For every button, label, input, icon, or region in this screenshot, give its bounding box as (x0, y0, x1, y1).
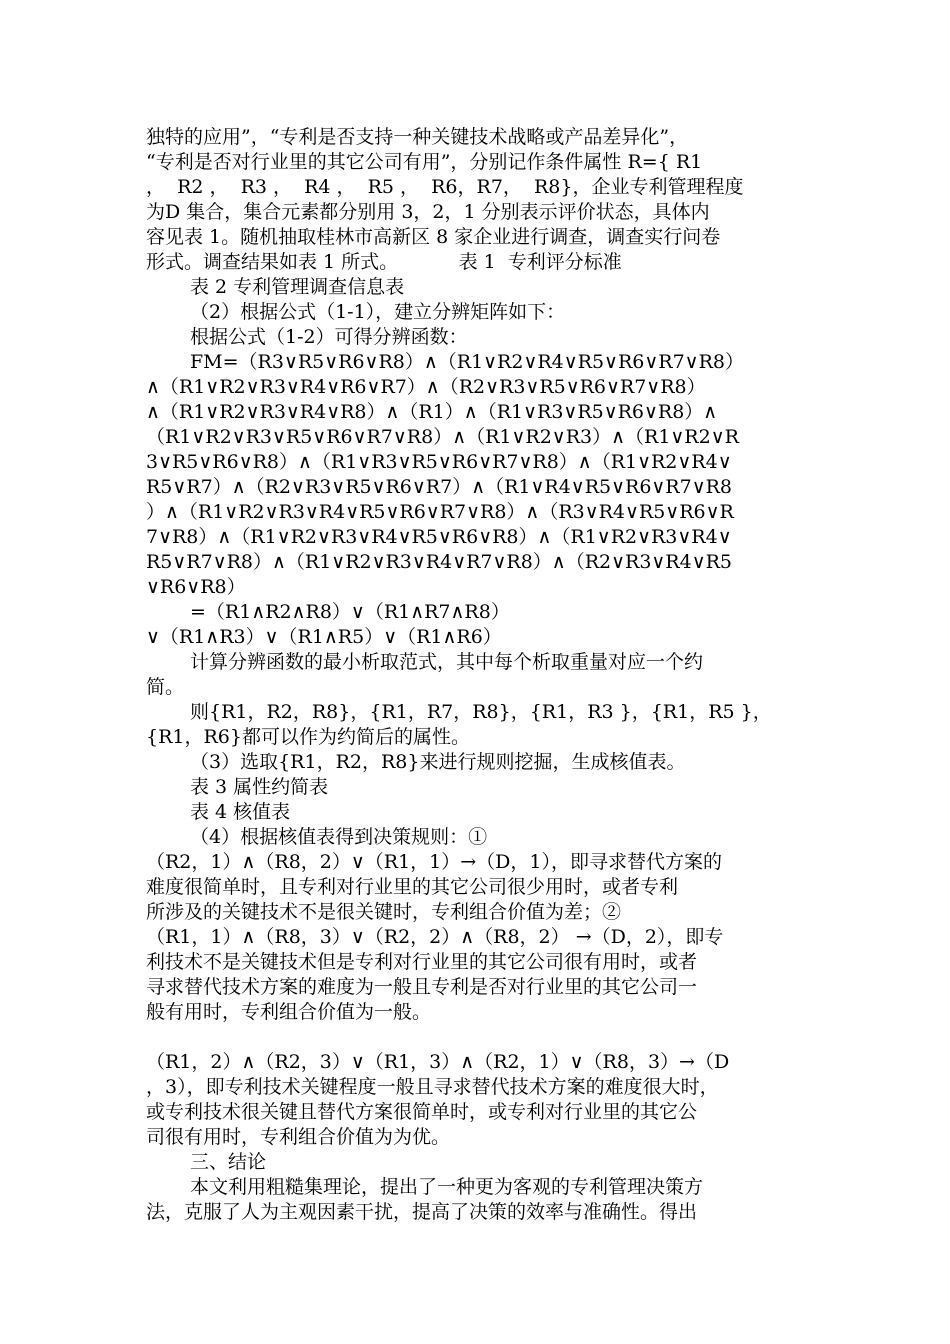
text-line: 简。 (146, 676, 185, 698)
formula-line: ∨（R1∧R3）∨（R1∧R5）∨（R1∧R6） (146, 626, 502, 648)
text-line: （R1，2）∧（R2，3）∨（R1，3）∧（R2，1）∨（R8，3）→（D (146, 1051, 730, 1073)
section-heading: 三、结论 (190, 1151, 267, 1173)
formula-line: FM=（R3∨R5∨R6∨R8）∧（R1∨R2∨R4∨R5∨R6∨R7∨R8） (190, 351, 744, 373)
text-line: ，3），即专利技术关键程度一般且寻求替代技术方案的难度很大时， (146, 1076, 719, 1098)
text-line: （3）选取{R1，R2，R8}来进行规则挖掘，生成核值表。 (190, 751, 686, 773)
formula-line: ∧（R1∨R2∨R3∨R4∨R6∨R7）∧（R2∨R3∨R5∨R6∨R7∨R8） (146, 376, 706, 398)
formula-line: （R1∨R2∨R3∨R5∨R6∨R7∨R8）∧（R1∨R2∨R3）∧（R1∨R2∨R (146, 426, 739, 448)
text-line: （R2，1）∧（R8，2）∨（R1，1）→（D，1），即寻求替代方案的 (146, 851, 723, 873)
table-caption: 表 4 核值表 (190, 801, 291, 823)
text-line: 难度很简单时，且专利对行业里的其它公司很少用时，或者专利 (146, 876, 679, 898)
table-caption: 表 3 属性约简表 (190, 776, 329, 798)
text-line: 计算分辨函数的最小析取范式，其中每个析取重量对应一个约 (190, 651, 704, 673)
formula-line: ∨R6∨R8） (146, 576, 246, 598)
text-line: 寻求替代技术方案的难度为一般且专利是否对行业里的其它公司一 (146, 976, 698, 998)
text-line: 司很有用时，专利组合价值为为优。 (146, 1126, 451, 1148)
text-line: 或专利技术很关键且替代方案很简单时，或专利对行业里的其它公 (146, 1101, 698, 1123)
text-line: 根据公式（1-2）可得分辨函数： (190, 326, 468, 348)
text-line: 容见表 1。随机抽取桂林市高新区 8 家企业进行调查，调查实行问卷 (146, 226, 721, 248)
formula-line: ）∧（R1∨R2∨R3∨R4∨R5∨R6∨R7∨R8）∧（R3∨R4∨R5∨R6∨R (146, 501, 734, 523)
text-line: （2）根据公式（1-1），建立分辨矩阵如下： (190, 301, 566, 323)
formula-line: R5∨R7）∧（R2∨R3∨R5∨R6∨R7）∧（R1∨R4∨R5∨R6∨R7∨R8 (146, 476, 733, 498)
text-line: （4）根据核值表得到决策规则：① (190, 826, 488, 848)
table-caption: 表 2 专利管理调查信息表 (190, 276, 405, 298)
formula-line: =（R1∧R2∧R8）∨（R1∧R7∧R8） (190, 601, 510, 623)
text-line: 般有用时，专利组合价值为一般。 (146, 1001, 432, 1023)
text-line: 独特的应用”，“专利是否支持一种关键技术战略或产品差异化”， (146, 126, 689, 148)
text-line: （R1，1）∧（R8，3）∨（R2，2）∧（R8，2） →（D，2），即专 (146, 926, 724, 948)
text-line: 则{R1，R2，R8}，{R1，R7，R8}，{R1，R3 }，{R1，R5 }， (190, 701, 772, 723)
formula-line: ∧（R1∨R2∨R3∨R4∨R8）∧（R1）∧（R1∨R3∨R5∨R6∨R8）∧ (146, 401, 718, 423)
formula-line: 3∨R5∨R6∨R8）∧（R1∨R3∨R5∨R6∨R7∨R8）∧（R1∨R2∨R4∨ (146, 451, 732, 473)
text-line: 法，克服了人为主观因素干扰，提高了决策的效率与准确性。得出 (146, 1201, 698, 1223)
text-line: 所涉及的关键技术不是很关键时，专利组合价值为差；② (146, 901, 622, 923)
text-line: “专利是否对行业里的其它公司有用”，分别记作条件属性 R={ R1 (146, 151, 703, 173)
text-line: {R1，R6}都可以作为约简后的属性。 (146, 726, 470, 748)
text-line: 形式。调查结果如表 1 所式。 表 1 专利评分标准 (146, 251, 622, 273)
text-line: 为D 集合，集合元素都分别用 3，2，1 分别表示评价状态，具体内 (146, 201, 710, 223)
text-line: ， R2 ， R3 ， R4 ， R5 ， R6，R7， R8}，企业专利管理程度 (146, 176, 744, 198)
formula-line: R5∨R7∨R8）∧（R1∨R2∨R3∨R4∨R7∨R8）∧（R2∨R3∨R4∨R5 (146, 551, 733, 573)
formula-line: 7∨R8）∧（R1∨R2∨R3∨R4∨R5∨R6∨R8）∧（R1∨R2∨R3∨R4∨ (146, 526, 732, 548)
text-line: 本文利用粗糙集理论，提出了一种更为客观的专利管理决策方 (190, 1176, 704, 1198)
text-line: 利技术不是关键技术但是专利对行业里的其它公司很有用时，或者 (146, 951, 698, 973)
